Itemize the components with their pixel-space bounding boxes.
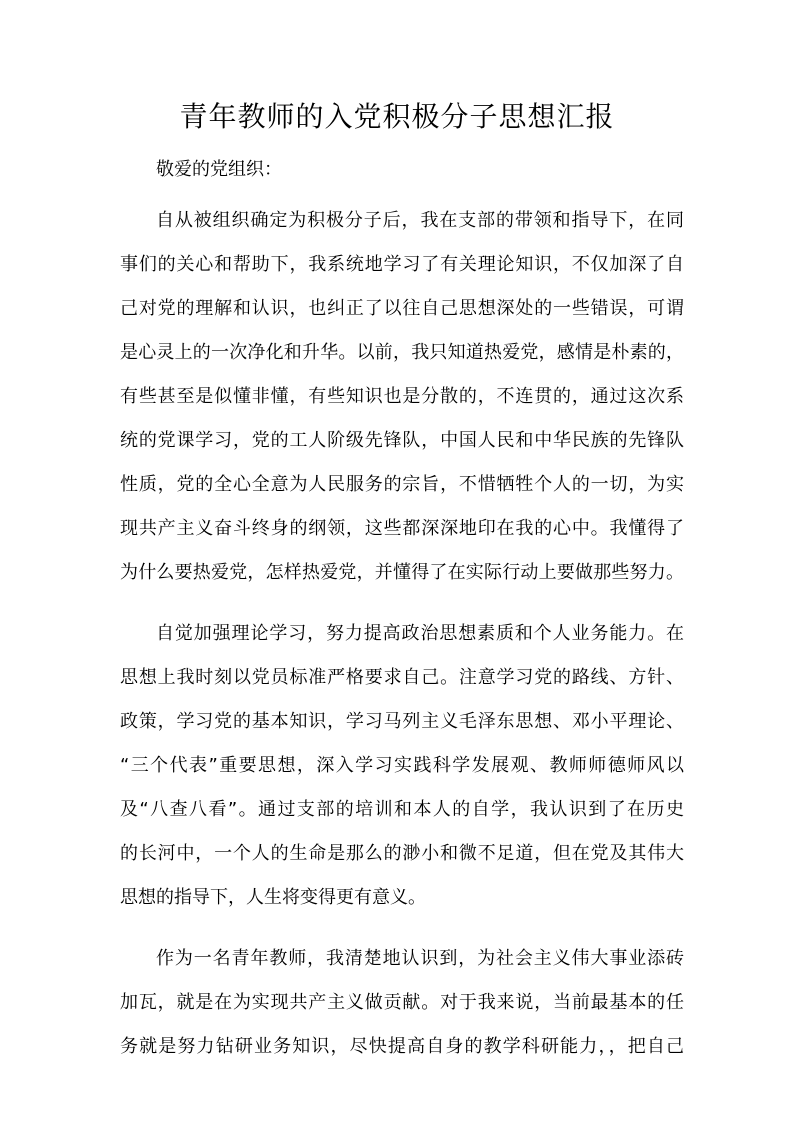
paragraph-line: 加瓦，就是在为实现共产主义做贡献。对于我来说，当前最基本的任 bbox=[120, 992, 684, 1013]
document-title: 青年教师的入党积极分子思想汇报 bbox=[179, 100, 615, 133]
paragraph-line: 自觉加强理论学习，努力提高政治思想素质和个人业务能力。在 bbox=[156, 623, 684, 644]
paragraph-line: 统的党课学习，党的工人阶级先锋队，中国人民和中华民族的先锋队 bbox=[120, 430, 684, 451]
paragraph-line: 为什么要热爱党，怎样热爱党，并懂得了在实际行动上要做那些努力。 bbox=[120, 562, 684, 583]
paragraph-line: 作为一名青年教师，我清楚地认识到，为社会主义伟大事业添砖 bbox=[156, 948, 684, 969]
paragraph-line: 思想的指导下，人生将变得更有意义。 bbox=[120, 887, 426, 908]
paragraph-line: “三个代表”重要思想，深入学习实践科学发展观、教师师德师风以 bbox=[120, 755, 684, 776]
paragraph-line: 自从被组织确定为积极分子后，我在支部的带领和指导下，在同 bbox=[156, 210, 684, 231]
salutation: 敬爱的党组织： bbox=[156, 159, 282, 180]
paragraph-line: 事们的关心和帮助下，我系统地学习了有关理论知识，不仅加深了自 bbox=[120, 254, 684, 275]
paragraph-line: 有些甚至是似懂非懂，有些知识也是分散的，不连贯的，通过这次系 bbox=[120, 386, 684, 407]
paragraph-line: 政策，学习党的基本知识，学习马列主义毛泽东思想、邓小平理论、 bbox=[120, 711, 684, 732]
paragraph-line: 是心灵上的一次净化和升华。以前，我只知道热爱党，感情是朴素的， bbox=[120, 342, 684, 363]
paragraph-line: 及“八查八看”。通过支部的培训和本人的自学，我认识到了在历史 bbox=[120, 799, 684, 820]
paragraph-line: 的长河中，一个人的生命是那么的渺小和微不足道，但在党及其伟大 bbox=[120, 843, 684, 864]
paragraph-line: 性质，党的全心全意为人民服务的宗旨，不惜牺牲个人的一切，为实 bbox=[120, 474, 684, 495]
paragraph-line: 现共产主义奋斗终身的纲领，这些都深深地印在我的心中。我懂得了 bbox=[120, 518, 684, 539]
paragraph-line: 务就是努力钻研业务知识，尽快提高自身的教学科研能力，，把自己 bbox=[120, 1036, 684, 1057]
paragraph-line: 思想上我时刻以党员标准严格要求自己。注意学习党的路线、方针、 bbox=[120, 667, 684, 688]
paragraph-line: 己对党的理解和认识，也纠正了以往自己思想深处的一些错误，可谓 bbox=[120, 298, 684, 319]
